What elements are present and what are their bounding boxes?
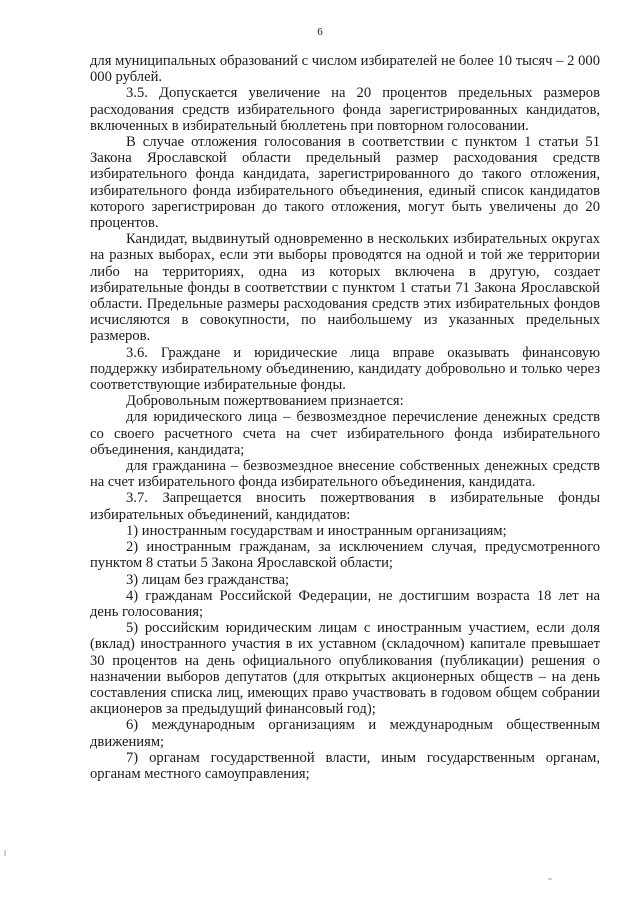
paragraph-postponement: В случае отложения голосования в соответствии с пунктом 1 статьи 51 Закона Ярославской области предельный размер расходования средств избирательного фонда кандидата, зарегистрированного до такого отложения, избирательного фонда избирательного объединения, единый список кандидатов которого зарегистрирован до такого отложения, могут быть увеличены до 20 процентов.: [90, 134, 600, 232]
paragraph-citizen: для гражданина – безвозмездное внесение собственных денежных средств на счет избирательного фонда избирательного объединения, кандидата.: [90, 458, 600, 491]
paragraph-donation-definition: Добровольным пожертвованием признается:: [126, 393, 404, 410]
list-item-5: 5) российским юридическим лицам с иностранным участием, если доля (вклад) иностранного участия в их уставном (складочном) капитале превышает 30 процентов на день официального опубликования (публикации) решения о назначении выборов депутатов (для открытых акционерных обществ – на день составления списка лиц, имеющих право участвовать в годовом общем собрании акционеров за предыдущий финансовый год);: [90, 620, 600, 718]
list-item-6: 6) международным организациям и международным общественным движениям;: [90, 717, 600, 750]
list-item-2: 2) иностранным гражданам, за исключением случая, предусмотренного пунктом 8 статьи 5 Закона Ярославской области;: [90, 539, 600, 572]
page-number: 6: [317, 26, 323, 38]
scan-artifact: [4, 850, 6, 856]
document-body: [90, 53, 600, 782]
list-item-1: 1) иностранным государствам и иностранным организациям;: [126, 522, 507, 539]
list-item-4: 4) гражданам Российской Федерации, не достигшим возраста 18 лет на день голосования;: [90, 587, 600, 620]
paragraph-3-5: 3.5. Допускается увеличение на 20 процентов предельных размеров расходования средств избирательного фонда зарегистрированных кандидатов, включенных в избирательный бюллетень при повторном голосовании.: [90, 85, 600, 134]
paragraph-continuation: для муниципальных образований с числом избирателей не более 10 тысяч – 2 000 000 рублей.: [90, 53, 600, 86]
paragraph-legal-entity: для юридического лица – безвозмездное перечисление денежных средств со своего расчетного счета на счет избирательного фонда избирательного объединения, кандидата;: [90, 409, 600, 458]
list-item-3: 3) лицам без гражданства;: [126, 571, 290, 588]
paragraph-3-6: 3.6. Граждане и юридические лица вправе оказывать финансовую поддержку избирательному объединению, кандидату добровольно и только через соответствующие избирательные фонды.: [90, 344, 600, 394]
paragraph-multiple-districts: Кандидат, выдвинутый одновременно в нескольких избирательных округах на разных выборах, если эти выборы проводятся на одной и той же территории либо на территориях, одна из которых включена в другую, создает избирательные фонды в соответствии с пунктом 1 статьи 71 Закона Ярославской области. Предельные размеры расходования средств этих избирательных фондов исчисляются в совокупности, по наибольшему из указанных предельных размеров.: [90, 231, 600, 345]
paragraph-3-7: 3.7. Запрещается вносить пожертвования в избирательные фонды избирательных объединений, кандидатов:: [90, 490, 600, 523]
scan-artifact: [548, 878, 552, 880]
list-item-7: 7) органам государственной власти, иным государственным органам, органам местного самоуправления;: [90, 749, 600, 782]
